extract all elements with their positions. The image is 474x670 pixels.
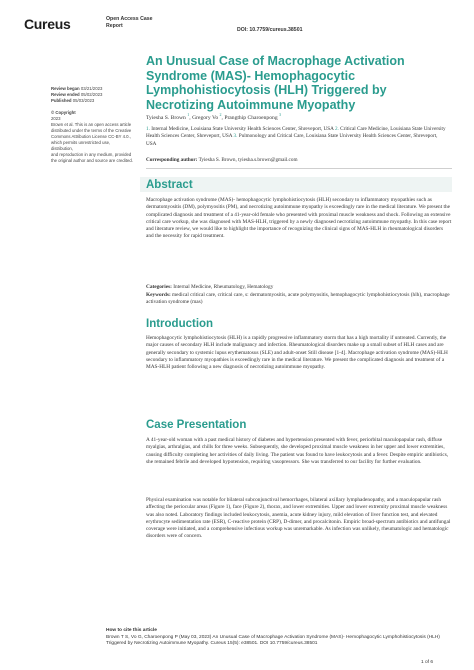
publication-sidebar [51, 86, 133, 164]
case-paragraph-1: A 41-year-old woman with a past medical history of diabetes and hypertension presented with fever, periorbital maculopapular rash, diffuse myalgias, arthralgias, and chills for three weeks. Subsequently, she developed proximal muscle weakness in her upper and lower extremities, causing difficulty completing her activities of daily living. The patient was found to have leukocytosis and a fever. Despite empiric antibiotics, she remained febrile and developed hypotension, requiring vasopressors. She was transferred to our facility for further evaluation. [146, 437, 449, 465]
author-name[interactable]: Tyiesha S. Brown [146, 114, 186, 121]
divider [146, 168, 452, 169]
review-dates [51, 86, 133, 104]
review-began: Review began 03/21/2023 [51, 86, 103, 91]
journal-logo[interactable]: Cureus [24, 16, 71, 32]
keywords: Keywords: medical critical care, critical care, s: dermatomyositis, acute polymyositis, hemophagocytic lymphohistiocytosis (hlh), macrophage activation syndrome (mas) [146, 292, 450, 306]
abstract-text: Macrophage activation syndrome (MAS)- hemophagocytic lymphohistiocytosis (HLH) secondary to inflammatory myopathies such as dermatomyositis (DM), polymyositis (PM), and necrotizing autoimmune myopathy is exceedingly rare in the medical literature. We present the complicated diagnosis and treatment of a 41-year-old female who presented with proximal muscle weakness and shock. Following an extensive critical care workup, she was diagnosed with MAS-HLH, triggered by a newly diagnosed necrotizing autoimmune myopathy. In this case report and literature review, we would like to highlight the importance of recognizing the clinical signs of MAS-HLH in rheumatological disorders and the necessity for rapid treatment. [146, 197, 452, 240]
case-paragraph-2: Physical examination was notable for bilateral subconjunctival hemorrhages, bilateral axillary lymphadenopathy, and a maculopapular rash affecting the periocular areas (Figure 1), face (Figure 2), thorax, and lower extremities. Upper and lower extremity proximal muscle weakness was also noted. Laboratory findings included leukocytosis, anemia, acute kidney injury, mild elevation of liver function test, and elevated erythrocyte sedimentation rate (ESR), C-reactive protein (CRP), D-dimer, and procalcitonin. Empiric broad-spectrum antibiotics and antifungal coverage were initiated, and a comprehensive infectious workup was unremarkable. As infection was unlikely, rheumatologic and hematologic disorders were of concern. [146, 497, 451, 540]
published-date: Published 05/03/2023 [51, 98, 95, 103]
copyright-year: 2023 [51, 116, 61, 121]
categories-value: Internal Medicine, Rheumatology, Hematology [173, 284, 274, 290]
review-ended: Review ended 05/02/2023 [51, 92, 103, 97]
article-type-label [106, 16, 153, 30]
citation-heading: How to cite this article [106, 628, 157, 633]
categories: Categories: Internal Medicine, Rheumatology, Hematology [146, 284, 274, 290]
affiliations: 1. Internal Medicine, Louisiana State University Health Sciences Center, Shreveport, USA 2. Critical Care Medicine, Louisiana State University Health Sciences Center, Shreveport, USA 3. Pulmonology and Critical Care, Louisiana State University Health Sciences Center, Shreveport, USA [146, 126, 446, 147]
author-list: Tyiesha S. Brown $^1$, Gregory Vo $^2$, Prangthip Charoenpong $^3$ [146, 112, 282, 121]
author-name[interactable]: Prangthip Charoenpong [224, 114, 278, 121]
article-type-line2: Report [106, 23, 123, 29]
doi-label[interactable]: DOI: 10.7759/cureus.38501 [237, 27, 303, 33]
abstract-heading: Abstract [140, 177, 452, 192]
copyright-heading: © Copyright [51, 110, 76, 115]
article-type-line1: Open Access Case [106, 16, 153, 22]
introduction-text: Hemophagocytic lymphohistiocytosis (HLH) is a rapidly progressive inflammatory storm that has a high mortality if untreated. Currently, the major causes of secondary HLH include malignancy and infection. Rheumatological disorders make up a small subset of HLH cases and are generally secondary to systemic lupus erythematosus (SLE) and adult-onset Still disease [1-4]. Macrophage activation syndrome (MAS)-HLH secondary to inflammatory myopathies is exceedingly rare in the medical literature. We present the complicated diagnosis and treatment of a MAS-HLH patient following a new diagnosis of necrotizing autoimmune myopathy. [146, 335, 448, 371]
license-text: Brown et al. This is an open access article distributed under the terms of the Creative Commons Attribution License CC-BY 4.0., which permits unrestricted use, distribution, and reproduction in any medium, provided the original author and source are credited. [51, 122, 133, 163]
corresponding-author: Corresponding author: Tyiesha S. Brown, tyiesha.s.brown@gmail.com [146, 157, 298, 163]
introduction-heading: Introduction [146, 318, 214, 330]
corresponding-email[interactable]: Tyiesha S. Brown, tyiesha.s.brown@gmail.com [198, 157, 298, 163]
page-number: 1 of 6 [421, 660, 434, 665]
page-header [0, 0, 474, 40]
case-presentation-heading: Case Presentation [146, 419, 247, 431]
author-name[interactable]: Gregory Vo [192, 114, 219, 121]
article-title: An Unusual Case of Macrophage Activation Syndrome (MAS)- Hemophagocytic Lymphohistiocytosis (HLH) Triggered by Necrotizing Autoimmune Myopathy [146, 54, 405, 112]
citation-text: Brown T S, Vo G, Charoenpong P (May 03, 2023) An Unusual Case of Macrophage Activation Syndrome (MAS)- Hemophagocytic Lymphohistiocytosis (HLH) Triggered by Necrotizing Autoimmune Myopathy. Cureus 15(5): e38501. DOI 10.7759/cureus.38501 [106, 634, 440, 647]
keywords-value: medical critical care, critical care, s: dermatomyositis, acute polymyositis, hemophagocytic lymphohistiocytosis (hlh), macrophage activation syndrome (mas) [146, 292, 450, 306]
citation-footer [106, 628, 456, 648]
